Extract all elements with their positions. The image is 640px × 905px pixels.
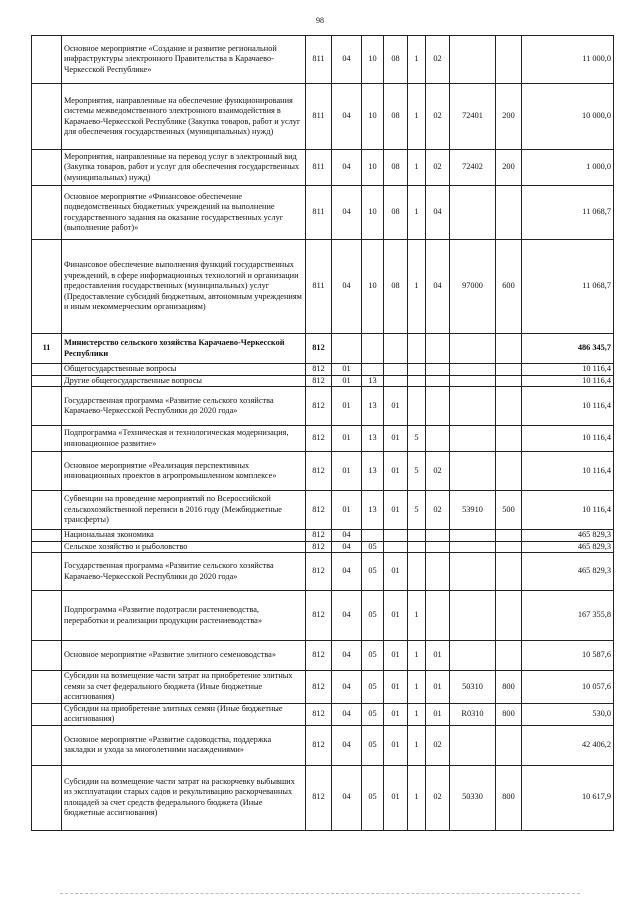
table-row: [32, 641, 614, 671]
col-event: [426, 426, 450, 452]
col-direction-code: [450, 375, 496, 387]
table-row: [32, 36, 614, 84]
col-program: 01: [384, 426, 408, 452]
col-amount: 11 068,7: [522, 186, 614, 240]
row-name: Общегосударственные вопросы: [62, 364, 306, 376]
row-name: Финансовое обеспечение выполнения функций государственных учреждений, в сфере информационных технологий и организации предоставления государственных (муниципальных) услуг (Предоставление субсидий бюджетным, автономным учреждениям и иным некоммерческим организациям): [62, 240, 306, 334]
col-amount: 42 406,2: [522, 725, 614, 765]
row-name: Государственная программа «Развитие сельского хозяйства Карачаево-Черкесской Республики до 2020 года»: [62, 553, 306, 591]
table-row: [32, 240, 614, 334]
footer-scan-artifact: [60, 893, 580, 895]
col-grbs: 812: [306, 387, 332, 426]
col-event: [426, 553, 450, 591]
col-grbs: 812: [306, 725, 332, 765]
col-subprogram: 1: [408, 240, 426, 334]
col-subprogram: [408, 553, 426, 591]
col-event: 02: [426, 452, 450, 491]
table-row: [32, 364, 614, 376]
col-event: 02: [426, 765, 450, 830]
col-amount: 486 345,7: [522, 334, 614, 364]
col-grbs: 812: [306, 703, 332, 725]
col-direction-code: 72402: [450, 150, 496, 186]
col-razdel: 01: [332, 426, 362, 452]
col-direction-code: R0310: [450, 703, 496, 725]
col-grbs: 812: [306, 671, 332, 704]
table-row: [32, 530, 614, 542]
col-razdel: 04: [332, 765, 362, 830]
col-program: [384, 541, 408, 553]
col-expense-type: [496, 334, 522, 364]
col-subprogram: 1: [408, 186, 426, 240]
col-razdel: 04: [332, 725, 362, 765]
col-event: 02: [426, 150, 450, 186]
col-direction-code: [450, 553, 496, 591]
col-podrazdel: 13: [362, 387, 384, 426]
col-podrazdel: [362, 364, 384, 376]
col-subprogram: 5: [408, 426, 426, 452]
col-subprogram: 1: [408, 641, 426, 671]
col-direction-code: [450, 641, 496, 671]
col-event: [426, 541, 450, 553]
col-subprogram: [408, 334, 426, 364]
row-number: [32, 240, 62, 334]
col-program: 01: [384, 703, 408, 725]
row-name: Субсидии на возмещение части затрат на приобретение элитных семян за счет федерального бюджета (Иные бюджетные ассигнования): [62, 671, 306, 704]
col-amount: 10 116,4: [522, 375, 614, 387]
col-event: [426, 375, 450, 387]
row-number: [32, 671, 62, 704]
col-razdel: 01: [332, 452, 362, 491]
row-name: Мероприятия, направленные на обеспечение функционирования системы межведомственного электронного взаимодействия в Карачаево-Черкесской Республике (Закупка товаров, работ и услуг для обеспечения государственных (муниципальных) нужд): [62, 84, 306, 150]
col-direction-code: [450, 541, 496, 553]
col-razdel: [332, 334, 362, 364]
col-expense-type: [496, 375, 522, 387]
col-event: 01: [426, 671, 450, 704]
col-amount: 10 000,0: [522, 84, 614, 150]
col-event: [426, 591, 450, 641]
col-direction-code: [450, 452, 496, 491]
col-subprogram: 1: [408, 671, 426, 704]
page-number: 98: [316, 16, 324, 25]
row-number: [32, 553, 62, 591]
col-razdel: 04: [332, 671, 362, 704]
col-program: 01: [384, 641, 408, 671]
col-razdel: 04: [332, 186, 362, 240]
row-name: Субвенции на проведение мероприятий по Всероссийской сельскохозяйственной переписи в 2016 году (Межбюджетные трансферты): [62, 491, 306, 530]
col-razdel: 01: [332, 491, 362, 530]
table-row: [32, 765, 614, 830]
col-razdel: 04: [332, 641, 362, 671]
col-grbs: 812: [306, 641, 332, 671]
row-name: Подпрограмма «Развитие подотрасли растениеводства, переработки и реализации продукции растениеводства»: [62, 591, 306, 641]
col-razdel: 04: [332, 150, 362, 186]
col-amount: 10 587,6: [522, 641, 614, 671]
col-amount: 10 116,4: [522, 387, 614, 426]
col-amount: 1 000,0: [522, 150, 614, 186]
col-grbs: 812: [306, 541, 332, 553]
col-grbs: 812: [306, 491, 332, 530]
table-row: [32, 452, 614, 491]
col-program: 08: [384, 150, 408, 186]
row-number: [32, 703, 62, 725]
col-direction-code: 97000: [450, 240, 496, 334]
row-name: Субсидии на приобретение элитных семян (Иные бюджетные ассигнования): [62, 703, 306, 725]
col-event: 02: [426, 84, 450, 150]
col-amount: 11 000,0: [522, 36, 614, 84]
row-name: Основное мероприятие «Развитие элитного семеноводства»: [62, 641, 306, 671]
col-expense-type: [496, 186, 522, 240]
col-program: 08: [384, 36, 408, 84]
col-subprogram: [408, 541, 426, 553]
col-expense-type: [496, 387, 522, 426]
col-subprogram: 1: [408, 765, 426, 830]
col-subprogram: 1: [408, 703, 426, 725]
row-number: [32, 765, 62, 830]
col-grbs: 812: [306, 375, 332, 387]
table-row: [32, 426, 614, 452]
col-expense-type: 200: [496, 150, 522, 186]
row-name: Основное мероприятие «Развитие садоводства, поддержка закладки и ухода за многолетними насаждениями»: [62, 725, 306, 765]
col-program: [384, 334, 408, 364]
col-expense-type: [496, 530, 522, 542]
col-podrazdel: 13: [362, 491, 384, 530]
row-name: Основное мероприятие «Финансовое обеспечение подведомственных бюджетных учреждений на выполнение государственного задания на оказание государственных услуг (выполнение работ)»: [62, 186, 306, 240]
row-number: [32, 530, 62, 542]
col-subprogram: 1: [408, 36, 426, 84]
table-row: [32, 186, 614, 240]
col-grbs: 812: [306, 591, 332, 641]
col-direction-code: 50310: [450, 671, 496, 704]
col-subprogram: [408, 530, 426, 542]
col-subprogram: 5: [408, 491, 426, 530]
col-expense-type: 600: [496, 240, 522, 334]
col-event: [426, 387, 450, 426]
col-amount: 530,0: [522, 703, 614, 725]
col-program: 01: [384, 725, 408, 765]
col-podrazdel: 05: [362, 765, 384, 830]
col-razdel: 04: [332, 703, 362, 725]
col-expense-type: 800: [496, 671, 522, 704]
row-name: Национальная экономика: [62, 530, 306, 542]
col-grbs: 811: [306, 150, 332, 186]
col-amount: 10 116,4: [522, 364, 614, 376]
col-program: 01: [384, 387, 408, 426]
col-podrazdel: 13: [362, 426, 384, 452]
col-event: [426, 530, 450, 542]
col-event: 02: [426, 725, 450, 765]
col-razdel: 04: [332, 541, 362, 553]
col-event: 02: [426, 36, 450, 84]
col-amount: 10 116,4: [522, 452, 614, 491]
col-expense-type: [496, 541, 522, 553]
col-podrazdel: 10: [362, 36, 384, 84]
col-grbs: 811: [306, 36, 332, 84]
col-direction-code: [450, 725, 496, 765]
col-podrazdel: 05: [362, 725, 384, 765]
col-podrazdel: 05: [362, 641, 384, 671]
table-row: [32, 150, 614, 186]
col-direction-code: 72401: [450, 84, 496, 150]
col-direction-code: [450, 530, 496, 542]
col-event: 01: [426, 703, 450, 725]
col-subprogram: [408, 375, 426, 387]
col-program: 01: [384, 765, 408, 830]
col-podrazdel: 10: [362, 84, 384, 150]
row-number: [32, 84, 62, 150]
col-direction-code: 50330: [450, 765, 496, 830]
col-amount: 10 116,4: [522, 491, 614, 530]
col-event: 01: [426, 641, 450, 671]
row-name: Подпрограмма «Техническая и технологическая модернизация, инновационное развитие»: [62, 426, 306, 452]
col-expense-type: [496, 426, 522, 452]
col-subprogram: 1: [408, 150, 426, 186]
row-name: Основное мероприятие «Создание и развитие региональной инфраструктуры электронного Правительства в Карачаево-Черкесской Республике»: [62, 36, 306, 84]
col-subprogram: 1: [408, 84, 426, 150]
row-number: [32, 452, 62, 491]
row-number: [32, 150, 62, 186]
row-name: Мероприятия, направленные на перевод услуг в электронный вид (Закупка товаров, работ и услуг для обеспечения государственных (муниципальных) нужд): [62, 150, 306, 186]
col-event: 02: [426, 491, 450, 530]
col-grbs: 811: [306, 84, 332, 150]
row-number: [32, 36, 62, 84]
col-program: 01: [384, 591, 408, 641]
col-direction-code: [450, 426, 496, 452]
row-number: [32, 364, 62, 376]
col-amount: 10 116,4: [522, 426, 614, 452]
row-number: [32, 186, 62, 240]
col-program: 08: [384, 240, 408, 334]
col-subprogram: 1: [408, 725, 426, 765]
row-number: [32, 591, 62, 641]
col-grbs: 812: [306, 364, 332, 376]
col-amount: 11 068,7: [522, 240, 614, 334]
col-program: 01: [384, 491, 408, 530]
table-row: [32, 671, 614, 704]
col-expense-type: [496, 364, 522, 376]
table-row: [32, 387, 614, 426]
col-podrazdel: 05: [362, 553, 384, 591]
col-podrazdel: 10: [362, 240, 384, 334]
col-expense-type: 800: [496, 703, 522, 725]
col-podrazdel: 13: [362, 452, 384, 491]
col-podrazdel: 10: [362, 186, 384, 240]
col-program: 01: [384, 452, 408, 491]
col-event: [426, 334, 450, 364]
col-program: [384, 375, 408, 387]
col-razdel: 04: [332, 530, 362, 542]
table-row: [32, 591, 614, 641]
col-grbs: 812: [306, 553, 332, 591]
col-expense-type: 200: [496, 84, 522, 150]
col-subprogram: 5: [408, 452, 426, 491]
col-podrazdel: 05: [362, 671, 384, 704]
col-expense-type: [496, 591, 522, 641]
col-program: 08: [384, 84, 408, 150]
table-row: [32, 491, 614, 530]
col-program: [384, 530, 408, 542]
col-amount: 465 829,3: [522, 530, 614, 542]
col-amount: 465 829,3: [522, 553, 614, 591]
row-name: Министерство сельского хозяйства Карачаево-Черкесской Республики: [62, 334, 306, 364]
col-direction-code: [450, 186, 496, 240]
col-direction-code: [450, 364, 496, 376]
col-subprogram: [408, 364, 426, 376]
budget-table: [31, 35, 614, 831]
table-row: [32, 541, 614, 553]
col-razdel: 04: [332, 553, 362, 591]
row-number: 11: [32, 334, 62, 364]
col-amount: 10 617,9: [522, 765, 614, 830]
row-name: Государственная программа «Развитие сельского хозяйства Карачаево-Черкесской Республики до 2020 года»: [62, 387, 306, 426]
col-grbs: 811: [306, 186, 332, 240]
col-podrazdel: 05: [362, 703, 384, 725]
row-name: Сельское хозяйство и рыболовство: [62, 541, 306, 553]
col-subprogram: [408, 387, 426, 426]
col-program: [384, 364, 408, 376]
col-grbs: 812: [306, 530, 332, 542]
col-razdel: 01: [332, 387, 362, 426]
col-direction-code: [450, 591, 496, 641]
col-expense-type: [496, 725, 522, 765]
row-number: [32, 641, 62, 671]
row-number: [32, 541, 62, 553]
col-expense-type: [496, 452, 522, 491]
row-name: Основное мероприятие «Реализация перспективных инновационных проектов в агропромышленном комплексе»: [62, 452, 306, 491]
col-expense-type: 500: [496, 491, 522, 530]
col-razdel: 04: [332, 84, 362, 150]
row-number: [32, 387, 62, 426]
row-name: Субсидии на возмещение части затрат на раскорчевку выбывших из эксплуатации старых садов и рекультивацию раскорчеванных площадей за счет средств федерального бюджета (Иные бюджетные ассигнования): [62, 765, 306, 830]
col-grbs: 812: [306, 765, 332, 830]
col-program: 01: [384, 553, 408, 591]
row-number: [32, 491, 62, 530]
table-row: [32, 84, 614, 150]
col-razdel: 04: [332, 591, 362, 641]
col-podrazdel: [362, 334, 384, 364]
col-razdel: 04: [332, 240, 362, 334]
table-row: [32, 703, 614, 725]
col-program: 08: [384, 186, 408, 240]
col-program: 01: [384, 671, 408, 704]
col-expense-type: [496, 553, 522, 591]
col-expense-type: [496, 36, 522, 84]
table-row: [32, 553, 614, 591]
col-grbs: 812: [306, 426, 332, 452]
col-amount: 10 057,6: [522, 671, 614, 704]
col-amount: 167 355,8: [522, 591, 614, 641]
col-razdel: 01: [332, 375, 362, 387]
col-direction-code: [450, 387, 496, 426]
col-podrazdel: 05: [362, 591, 384, 641]
col-podrazdel: 13: [362, 375, 384, 387]
col-event: [426, 364, 450, 376]
col-amount: 465 829,3: [522, 541, 614, 553]
table-body: [32, 36, 614, 831]
col-expense-type: [496, 641, 522, 671]
col-podrazdel: 10: [362, 150, 384, 186]
row-number: [32, 375, 62, 387]
col-direction-code: [450, 334, 496, 364]
col-grbs: 812: [306, 334, 332, 364]
row-number: [32, 426, 62, 452]
col-direction-code: 53910: [450, 491, 496, 530]
col-podrazdel: 05: [362, 541, 384, 553]
col-direction-code: [450, 36, 496, 84]
col-grbs: 811: [306, 240, 332, 334]
col-grbs: 812: [306, 452, 332, 491]
col-subprogram: 1: [408, 591, 426, 641]
col-razdel: 01: [332, 364, 362, 376]
col-expense-type: 800: [496, 765, 522, 830]
col-podrazdel: [362, 530, 384, 542]
col-razdel: 04: [332, 36, 362, 84]
col-event: 04: [426, 186, 450, 240]
table-row: [32, 375, 614, 387]
row-number: [32, 725, 62, 765]
row-name: Другие общегосударственные вопросы: [62, 375, 306, 387]
table-row: [32, 725, 614, 765]
table-row: [32, 334, 614, 364]
col-event: 04: [426, 240, 450, 334]
